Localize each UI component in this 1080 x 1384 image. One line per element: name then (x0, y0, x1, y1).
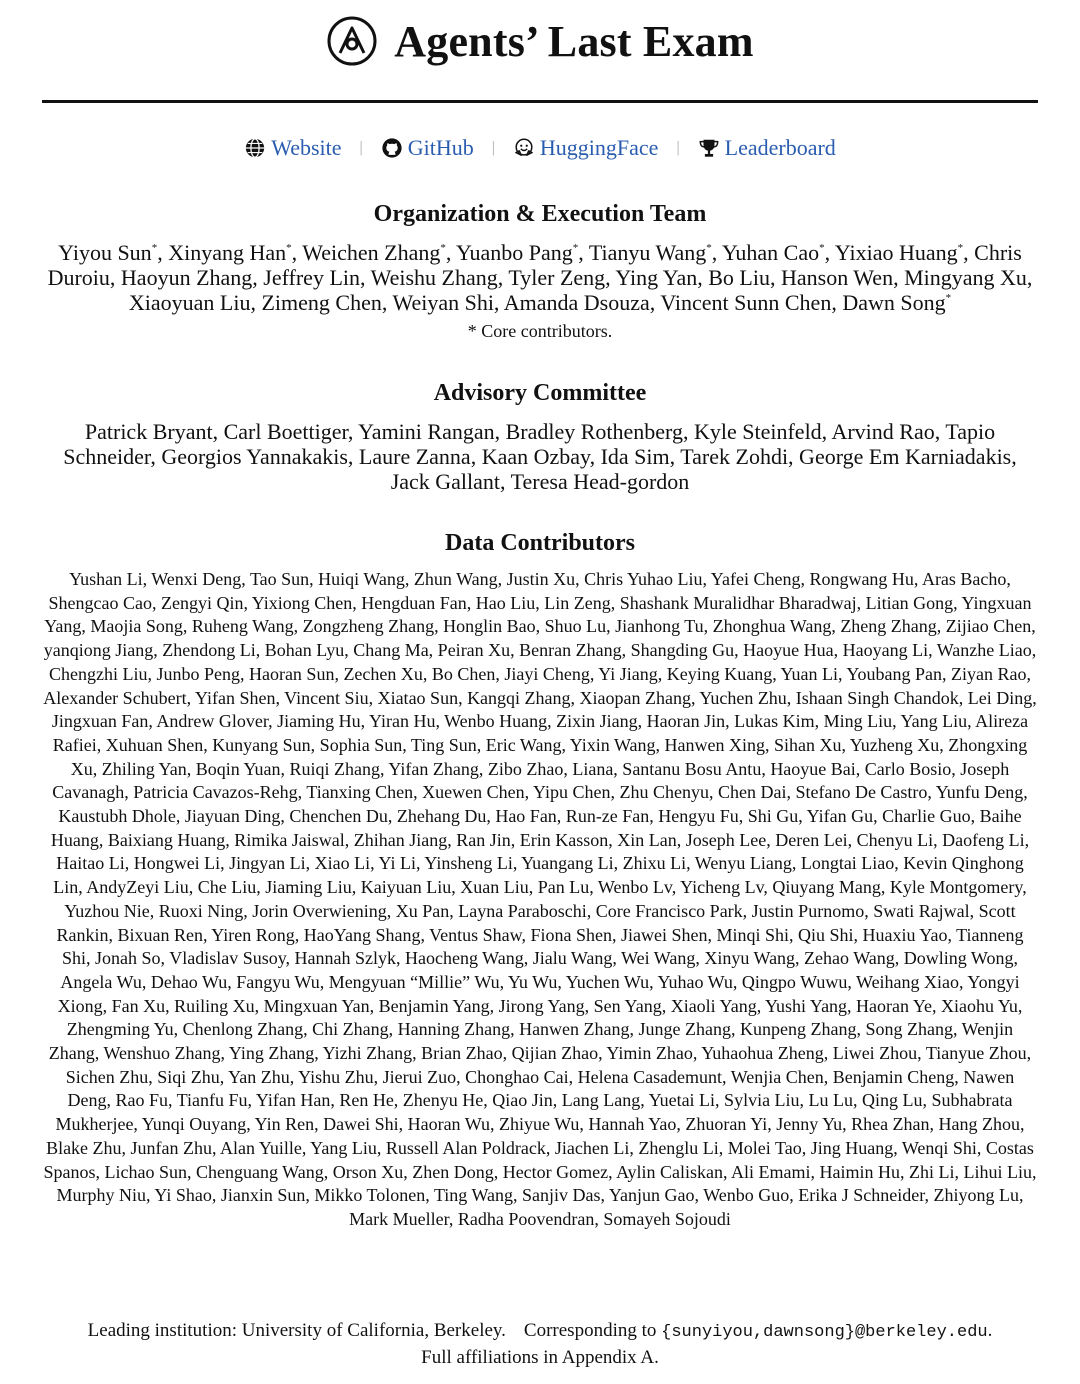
affiliations-note: Full affiliations in Appendix A. (421, 1347, 659, 1368)
link-separator: | (359, 139, 363, 156)
footer-line-1 (0, 1318, 1080, 1345)
data-contributors-heading: Data Contributors (445, 530, 635, 556)
core-marker: * (151, 242, 158, 254)
core-contributors-note: * Core contributors. (467, 321, 613, 341)
team-heading: Organization & Execution Team (373, 201, 707, 227)
team-members: Chris Duroiu, Haoyun Zhang, Jeffrey Lin, Weishu Zhang, Tyler Zeng, Ying Yan, Bo Liu, Hanson Wen, Mingyang Xu, Xiaoyuan Liu, Zimeng Chen, Weiyan Shi, Amanda Dsouza, Vincent Sunn Chen, (47, 240, 1033, 315)
huggingface-link[interactable] (513, 135, 659, 161)
team-author-list: Yiyou Sun*, Xinyang Han*, Weichen Zhang*, Yuanbo Pang*, Tianyu Wang*, Yuhan Cao*, Yixiao Huang*, Chris Duroiu, Haoyun Zhang, Jeffrey Lin, Weishu Zhang, Tyler Zeng, Ying Yan, Bo Liu, Hanson Wen, Mingyang Xu, Xiaoyuan Liu, Zimeng Chen, Weiyan Shi, Amanda Dsouza, Vincent Sunn Chen, Dawn Song* (47, 240, 1033, 315)
footer-period: . (987, 1320, 993, 1341)
footer (0, 1318, 1080, 1370)
core-author: Xinyang Han (168, 240, 287, 265)
link-separator: | (676, 139, 680, 156)
website-link-label: Website (271, 135, 342, 160)
core-marker: * (957, 242, 964, 254)
ale-logo-icon (326, 15, 378, 67)
core-marker: * (819, 242, 825, 254)
paper-title: Agents’ Last Exam (394, 16, 754, 66)
github-icon (381, 137, 403, 159)
core-author: Weichen Zhang (302, 240, 441, 265)
core-author: Yixiao Huang (834, 240, 958, 265)
core-author: Yuhan Cao (721, 240, 820, 265)
core-author: Tianyu Wang (588, 240, 707, 265)
title-rule (42, 100, 1038, 103)
data-contributors-list: Yushan Li, Wenxi Deng, Tao Sun, Huiqi Wang, Zhun Wang, Justin Xu, Chris Yuhao Liu, Yafei Cheng, Rongwang Hu, Aras Bacho, Shengcao Cao, Zengyi Qin, Yixiong Chen, Hengduan Fan, Hao Liu, Lin Zeng, Shashank Muralidhar Bharadwaj, Litian Gong, Yingxuan Yang, Maojia Song, Ruheng Wang, Zongzheng Zhang, Honglin Bao, Shuo Lu, Jianhong Tu, Zhonghua Wang, Zheng Zhang, Zijiao Chen, yanqiong Jiang, Zhendong Li, Bohan Lyu, Chang Ma, Peiran Xu, Benran Zhang, Shangding Gu, Haoyue Hua, Haoyang Li, Wanzhe Liao, Chengzhi Liu, Junbo Peng, Haoran Sun, Zechen Xu, Bo Chen, Jiayi Cheng, Yi Jiang, Keying Kuang, Yuan Li, Youbang Pan, Ziyan Rao, Alexander Schubert, Yifan Shen, Vincent Siu, Xiatao Sun, Kangqi Zhang, Xiaopan Zhang, Yuchen Zhu, Ishaan Singh Chandok, Lei Ding, Jingxuan Fan, Andrew Glover, Jiaming Hu, Yiran Hu, Wenbo Huang, Zixin Jiang, Haoran Jin, Lukas Kim, Ming Liu, Yang Liu, Alireza Rafiei, Xuhuan Shen, Kunyang Sun, Sophia Sun, Ting Sun, Eric Wang, Yixin Wang, Hanwen Xing, Sihan Xu, Yuzheng Xu, Zhongxing Xu, Zhiling Yan, Boqin Yuan, Ruiqi Zhang, Yifan Zhang, Zibo Zhao, Liana, Santanu Bosu Antu, Haoyue Bai, Carlo Bosio, Joseph Cavanagh, Patricia Cavazos-Rehg, Tianxing Chen, Xuewen Chen, Yipu Chen, Zhu Chenyu, Chen Dai, Stefano De Castro, Yunfu Deng, Kaustubh Dhole, Jiayuan Ding, Chenchen Du, Zhehang Du, Hao Fan, Run-ze Fan, Hengyu Fu, Shi Gu, Yifan Gu, Charlie Guo, Baihe Huang, Baixiang Huang, Rimika Jaiswal, Zhihan Jiang, Ran Jin, Erin Kasson, Xin Lan, Joseph Lee, Deren Lei, Chenyu Li, Daofeng Li, Haitao Li, Hongwei Li, Jingyan Li, Xiao Li, Yi Li, Yinsheng Li, Yuangang Li, Zhixu Li, Wenyu Liang, Longtai Liao, Kevin Qinghong Lin, AndyZeyi Liu, Che Liu, Jiaming Liu, Kaiyuan Liu, Xuan Liu, Pan Lu, Wenbo Lv, Yicheng Lv, Qiuyang Mang, Kyle Montgomery, Yuzhou Nie, Ruoxi Ning, Jorin Overwiening, Xu Pan, Layna Paraboschi, Core Francisco Park, Justin Purnomo, Swati Rajwal, Scott Rankin, Bixuan Ren, Yiren Rong, HaoYang Shang, Ventus Shaw, Fiona Shen, Jiawei Shen, Minqi Shi, Qiu Shi, Huaxiu Yao, Tianneng Shi, Jonah So, Vladislav Susoy, Hannah Szlyk, Haocheng Wang, Jialu Wang, Wei Wang, Xinyu Wang, Zehao Wang, Dowling Wong, Angela Wu, Dehao Wu, Fangyu Wu, Mengyuan “Millie” Wu, Yu Wu, Yuchen Wu, Yuhao Wu, Qingpo Wuwu, Weihang Xiao, Yongyi Xiong, Fan Xu, Ruiling Xu, Mingxuan Yan, Benjamin Yang, Jirong Yang, Sen Yang, Xiaoli Yang, Yushi Yang, Haoran Ye, Xiaohu Yu, Zhengming Yu, Chenlong Zhang, Chi Zhang, Hanning Zhang, Hanwen Zhang, Junge Zhang, Kunpeng Zhang, Song Zhang, Wenjin Zhang, Wenshuo Zhang, Ying Zhang, Yizhi Zhang, Brian Zhao, Qijian Zhao, Yimin Zhao, Yuhaohua Zheng, Liwei Zhou, Tianyue Zhou, Sichen Zhu, Siqi Zhu, Yan Zhu, Yishu Zhu, Jierui Zuo, Chonghao Cai, Helena Casademunt, Wenjia Chen, Benjamin Cheng, Nawen Deng, Rao Fu, Tianfu Fu, Yifan Han, Ren He, Zhenyu He, Qiao Jin, Lang Lang, Yuetai Li, Sylvia Liu, Lu Lu, Qing Lu, Subhabrata Mukherjee, Yunqi Ouyang, Yin Ren, Dawei Shi, Haoran Wu, Zhiyue Wu, Hannah Yao, Zhuoran Yi, Jenny Yu, Rhea Zhan, Hang Zhou, Blake Zhu, Junfan Zhu, Alan Yuille, Yang Liu, Russell Alan Poldrack, Jiachen Li, Zhenglu Li, Molei Tao, Jing Huang, Wenqi Shi, Costas Spanos, Lichao Sun, Chenguang Wang, Orson Xu, Zhen Dong, Hector Gomez, Aylin Caliskan, Ali Emami, Haimin Hu, Zhi Li, Lihui Liu, Murphy Niu, Yi Shao, Jianxin Sun, Mikko Tolonen, Ting Wang, Sanjiv Das, Yanjun Gao, Wenbo Guo, Erika J Schneider, Zhiyong Lu, Mark Mueller, Radha Poovendran, Somayeh Sojoudi (43, 569, 1037, 1229)
institution-text: Leading institution: University of California, Berkeley. (87, 1320, 506, 1341)
core-marker: * (440, 242, 446, 254)
core-marker: * (286, 242, 292, 254)
link-bar (0, 132, 1080, 164)
advisory-heading: Advisory Committee (433, 380, 647, 406)
website-link[interactable] (244, 135, 341, 161)
huggingface-icon (513, 137, 535, 159)
header (0, 6, 1080, 76)
github-link[interactable] (381, 135, 474, 161)
core-marker: * (572, 242, 579, 254)
globe-icon (244, 137, 266, 159)
core-author: Dawn Song (842, 290, 946, 315)
core-marker: * (945, 292, 952, 304)
core-author: Yiyou Sun (58, 240, 152, 265)
core-author: Yuanbo Pang (456, 240, 573, 265)
corresponding-label: Corresponding to (523, 1320, 657, 1341)
trophy-icon (698, 137, 720, 159)
advisory-list: Patrick Bryant, Carl Boettiger, Yamini Rangan, Bradley Rothenberg, Kyle Steinfeld, Arvind Rao, Tapio Schneider, Georgios Yannakakis, Laure Zanna, Kaan Ozbay, Ida Sim, Tarek Zohdi, George Em Karniadakis, Jack Gallant, Teresa Head-gordon (63, 419, 1017, 494)
huggingface-link-label: HuggingFace (539, 135, 659, 160)
contact-email[interactable]: {sunyiyou,dawnsong}@berkeley.edu (661, 1323, 988, 1342)
core-marker: * (706, 242, 712, 254)
leaderboard-link-label: Leaderboard (724, 135, 836, 160)
github-link-label: GitHub (407, 135, 474, 160)
link-separator: | (491, 139, 495, 156)
leaderboard-link[interactable] (698, 135, 836, 161)
